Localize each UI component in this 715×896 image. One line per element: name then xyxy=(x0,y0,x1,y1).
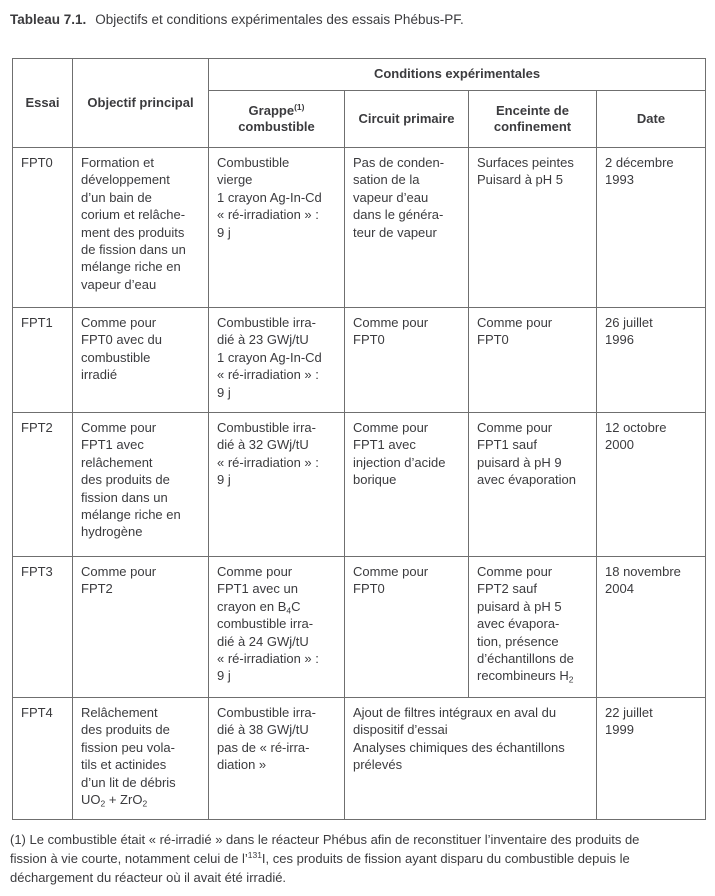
cell-fpt3-date: 18 novembre 2004 xyxy=(597,557,706,698)
table-title-number: Tableau 7.1. xyxy=(10,12,87,27)
col-header-date: Date xyxy=(597,91,706,148)
cell-fpt4-circuit-enceinte: Ajout de filtres intégraux en aval du dispositif d’essai Analyses chimiques des échantillons prélevés xyxy=(345,698,597,820)
cell-fpt4-essai: FPT4 xyxy=(13,698,73,820)
col-header-enceinte: Enceinte de confinement xyxy=(469,91,597,148)
header-row-top xyxy=(13,59,706,91)
col-header-essai: Essai xyxy=(13,59,73,148)
cell-fpt0-date: 2 décembre 1993 xyxy=(597,148,706,308)
cell-fpt2-date: 12 octobre 2000 xyxy=(597,413,706,557)
cell-fpt3-grappe: Comme pour FPT1 avec un crayon en $B_4C$ combustible irra- dié à 24 GWj/tU « ré-irradiation » : 9 j xyxy=(209,557,345,698)
cell-fpt4-grappe: Combustible irra- dié à 38 GWj/tU pas de « ré-irra- diation » xyxy=(209,698,345,820)
cell-fpt1-circuit: Comme pour FPT0 xyxy=(345,308,469,413)
col-header-objectif: Objectif principal xyxy=(73,59,209,148)
cell-fpt1-grappe: Combustible irra- dié à 23 GWj/tU 1 crayon Ag-In-Cd « ré-irradiation » : 9 j xyxy=(209,308,345,413)
table-title xyxy=(10,11,464,29)
cell-fpt0-objectif: Formation et développement d’un bain de corium et relâche- ment des produits de fission dans un mélange riche en vapeur d’eau xyxy=(73,148,209,308)
cell-fpt0-enceinte: Surfaces peintes Puisard à pH 5 xyxy=(469,148,597,308)
cell-fpt2-circuit: Comme pour FPT1 avec injection d’acide borique xyxy=(345,413,469,557)
cell-fpt2-grappe: Combustible irra- dié à 32 GWj/tU « ré-irradiation » : 9 j xyxy=(209,413,345,557)
col-header-conditions: Conditions expérimentales xyxy=(209,59,706,91)
table-row-fpt1 xyxy=(13,308,706,413)
experiments-table xyxy=(12,58,706,820)
cell-fpt4-date: 22 juillet 1999 xyxy=(597,698,706,820)
table-title-text: Objectifs et conditions expérimentales des essais Phébus-PF. xyxy=(95,12,464,27)
cell-fpt3-enceinte: Comme pour FPT2 sauf puisard à pH 5 avec évapora- tion, présence d’échantillons de recombineurs $H_2$ xyxy=(469,557,597,698)
cell-fpt2-objectif: Comme pour FPT1 avec relâchement des produits de fission dans un mélange riche en hydrogène xyxy=(73,413,209,557)
table-row-fpt0 xyxy=(13,148,706,308)
cell-fpt4-objectif: Relâchement des produits de fission peu vola- tils et actinides d’un lit de débris $UO_2 + ZrO_2$ xyxy=(73,698,209,820)
col-header-grappe: Grappe$^{(1)}$ combustible xyxy=(209,91,345,148)
cell-fpt2-enceinte: Comme pour FPT1 sauf puisard à pH 9 avec évaporation xyxy=(469,413,597,557)
cell-fpt0-circuit: Pas de conden- sation de la vapeur d’eau dans le généra- teur de vapeur xyxy=(345,148,469,308)
col-header-circuit: Circuit primaire xyxy=(345,91,469,148)
cell-fpt1-essai: FPT1 xyxy=(13,308,73,413)
table-row-fpt4 xyxy=(13,698,706,820)
cell-fpt3-circuit: Comme pour FPT0 xyxy=(345,557,469,698)
cell-fpt3-essai: FPT3 xyxy=(13,557,73,698)
cell-fpt2-essai: FPT2 xyxy=(13,413,73,557)
cell-fpt0-essai: FPT0 xyxy=(13,148,73,308)
cell-fpt1-objectif: Comme pour FPT0 avec du combustible irradié xyxy=(73,308,209,413)
cell-fpt0-grappe: Combustible vierge 1 crayon Ag-In-Cd « ré-irradiation » : 9 j xyxy=(209,148,345,308)
cell-fpt1-enceinte: Comme pour FPT0 xyxy=(469,308,597,413)
footnote: (1) Le combustible était « ré-irradié » dans le réacteur Phébus afin de reconstituer l’inventaire des produits de fission à vie courte, notamment celui de l’$^{131}$I, ces produits de fission ayant disparu du combustible depuis le déchargement du réacteur où il avait été irradié. xyxy=(10,832,640,885)
table-row-fpt2 xyxy=(13,413,706,557)
cell-fpt3-objectif: Comme pour FPT2 xyxy=(73,557,209,698)
table-row-fpt3 xyxy=(13,557,706,698)
cell-fpt1-date: 26 juillet 1996 xyxy=(597,308,706,413)
